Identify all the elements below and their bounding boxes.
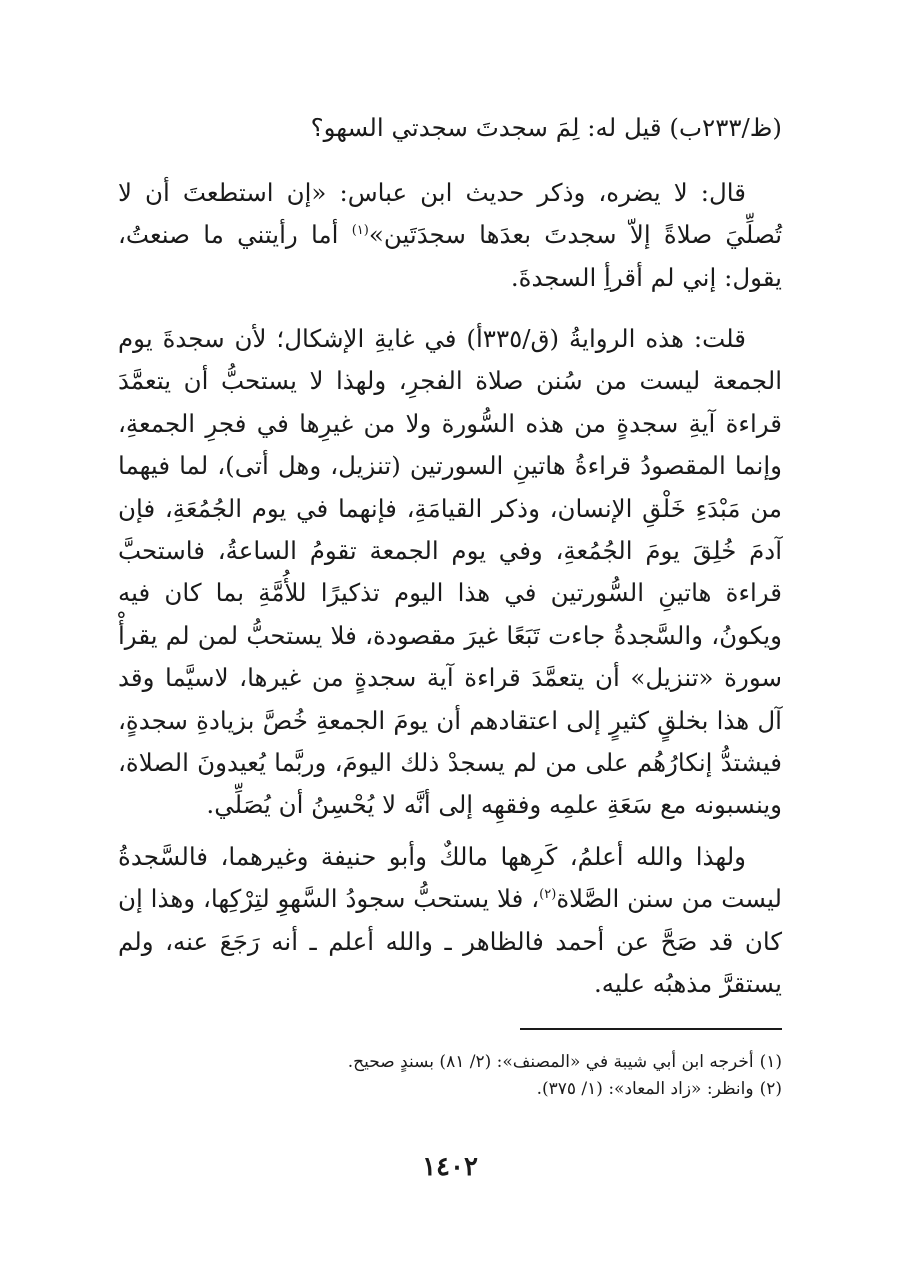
footnote-ref-1[interactable]: (١) [351, 223, 369, 239]
paragraph-1 [118, 172, 782, 299]
footnote-ref-2[interactable]: (٢) [539, 887, 557, 903]
page-number: ١٤٠٢ [422, 1152, 478, 1182]
footnote-divider [520, 1028, 782, 1030]
paragraph-3 [118, 836, 782, 1006]
footnote-1-text: أخرجه ابن أبي شيبة في «المصنف»: (٢/ ٨١) بسندٍ صحيح. [347, 1052, 754, 1072]
footnote-1-number: (١) [759, 1052, 782, 1072]
paragraph-2-text: قلت: هذه الروايةُ (ق/٣٣٥أ) في غايةِ الإشكال؛ لأن سجدةَ يوم الجمعة ليست من سُنن صلاة الفجرِ، ولهذا لا يستحبُّ أن يتعمَّدَ قراءة آيةِ سجدةٍ من هذه السُّورة ولا من غيرِها في فجرِ الجمعةِ، وإنما المقصودُ قراءةُ هاتينِ السورتين (تنزيل، وهل أتى)، لما فيهما من مَبْدَءِ خَلْقِ الإنسان، وذكر القيامَةِ، فإنهما في يوم الجُمُعَةِ، فإن آدمَ خُلِقَ يومَ الجُمُعةِ، وفي يوم الجمعة تقومُ الساعةُ، فاستحبَّ قراءة هاتينِ السُّورتين في هذا اليوم تذكيرًا للأُمَّةِ بما كان فيه ويكونُ، والسَّجدةُ جاءت تَبَعًا غيرَ مقصودة، فلا يستحبُّ لمن لم يقرأْ سورة «تنزيل» أن يتعمَّدَ قراءة آية سجدةٍ من غيرها، لاسيَّما وقد آل هذا بخلقٍ كثيرٍ إلى اعتقادهم أن يومَ الجمعةِ خُصَّ بزيادةِ سجدةٍ، فيشتدُّ إنكارُهُم على من لم يسجدْ ذلك اليومَ، وربَّما يُعيدونَ الصلاة، وينسبونه مع سَعَةِ علمِه وفقهِه إلى أنَّه لا يُحْسِنُ أن يُصَلِّي. [118, 324, 782, 820]
footnote-2 [118, 1076, 782, 1103]
paragraph-3-text [118, 836, 782, 1006]
paragraph-1-text [118, 172, 782, 299]
paragraph-1-part-b: أما رأيتني ما صنعتُ، يقول: إني لم أقرأِ السجدةَ. [118, 220, 782, 292]
paragraph-3-part-a: ولهذا والله أعلمُ، كَرِهها مالكٌ وأبو حنيفة وغيرهما، فالسَّجدةُ ليست من سنن الصَّلاة [118, 842, 783, 914]
footnote-2-text: وانظر: «زاد المعاد»: (١/ ٣٧٥). [536, 1079, 754, 1099]
footnote-2-number: (٢) [759, 1079, 782, 1099]
question-line: (ظ/٢٣٣ب) قيل له: لِمَ سجدتَ سجدتي السهو؟ [310, 113, 782, 142]
paragraph-3-part-b: ، فلا يستحبُّ سجودُ السَّهوِ لتِرْكِها، وهذا إن كان قد صَحَّ عن أحمد فالظاهر ـ والله أعلم ـ أنه رَجَعَ عنه، ولم يستقرَّ مذهبُه عليه. [118, 884, 782, 999]
paragraph-2 [118, 318, 782, 827]
paragraph-1-part-a: قال: لا يضره، وذكر حديث ابن عباس: «إن استطعتَ أن لا تُصلِّيَ صلاةً إلاّ سجدتَ بعدَها سجدَتَين» [118, 178, 783, 250]
footnotes [118, 1049, 782, 1103]
footnote-1 [118, 1049, 782, 1076]
